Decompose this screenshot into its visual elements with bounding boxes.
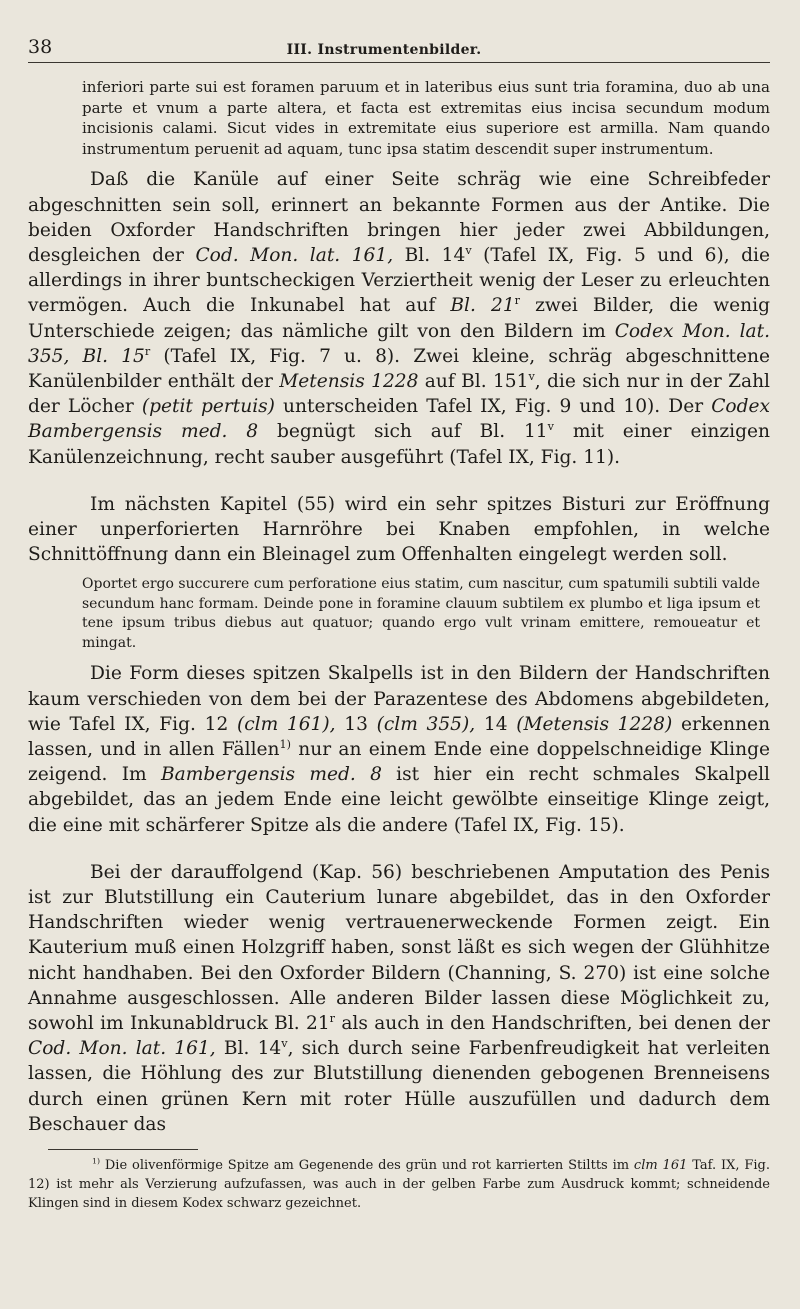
- italic-run: (clm 161),: [236, 713, 336, 735]
- superscript: v: [465, 243, 472, 257]
- text-run: begnügt sich auf Bl. 11: [258, 421, 548, 443]
- text-run: Bl. 14: [393, 244, 466, 266]
- text-run: erkennen lassen, und in allen Fällen: [28, 713, 771, 761]
- text-run: Bl. 14: [215, 1038, 282, 1060]
- text-run: Taf. IX, Fig. 12) ist mehr als Verzierung aufzufassen, was auch in der gelben Farbe zum Ausdruck kommt; schneidende Klingen sind in diesem Kodex schwarz gezeichnet.: [28, 1158, 771, 1212]
- paragraph-kanuele: [28, 167, 770, 469]
- page-header: [28, 18, 770, 63]
- footnote-ref[interactable]: 1): [279, 737, 291, 751]
- italic-run: Bambergensis med. 8: [160, 764, 382, 786]
- text-run: ist hier ein recht schmales Skalpell abgebildet, das an jedem Ende eine leicht gewölbte einseitige Klinge zeigt, die eine mit schärferer Spitze als die andere (Tafel IX, Fig. 15).: [28, 764, 770, 836]
- paragraph-cauterium: [28, 860, 770, 1137]
- italic-run: Bl. 21: [450, 295, 515, 317]
- running-head: III. Instrumentenbilder.: [286, 42, 482, 58]
- footnote: [28, 1156, 770, 1213]
- italic-run: clm 161: [633, 1158, 688, 1174]
- superscript: r: [514, 294, 521, 308]
- text-run: 13: [335, 713, 377, 735]
- italic-run: Cod. Mon. lat. 161,: [28, 1038, 216, 1060]
- footnote-mark: 1): [92, 1156, 101, 1166]
- text-run: Die Form dieses spitzen Skalpells ist in den Bildern der Handschriften kaum verschieden von dem bei der Parazentese des Abdomens abgebildeten, wie Tafel IX, Fig. 12: [28, 663, 770, 735]
- page-number: 38: [28, 36, 53, 58]
- text-run: (Tafel IX, Fig. 7 u. 8). Zwei kleine, schräg abgeschnittene Kanülenbilder enthält der: [28, 345, 770, 392]
- text-run: nur an einem Ende eine doppelschneidige Klinge zeigend. Im: [28, 739, 770, 786]
- italic-run: (petit pertuis): [141, 396, 275, 418]
- superscript: r: [144, 344, 151, 358]
- latin-quote-1: inferiori parte sui est foramen paruum et in lateribus eius sunt tria foramina, duo ab una parte et vnum a parte altera, et facta est extremitas eius incisa secundum modum incisionis calami. Sicut vides in extremitate eius superiore est armilla. Nam quando instrumentum peruenit ad aquam, tunc ipsa statim descendit super instrumentum.: [82, 78, 770, 158]
- italic-run: Codex Mon. lat. 355, Bl. 15: [28, 320, 770, 367]
- latin-quote-2: Oportet ergo succurere cum perforatione eius statim, cum nascitur, cum spatumili subtili valde secundum hanc formam. Deinde pone in foramine clauum subtilem ex plumbo et liga ipsum et tene ipsum tribus diebus aut quatuor; quando ergo vult vrinam emittere, remoueatur et mingat.: [82, 576, 760, 651]
- superscript: v: [281, 1037, 288, 1051]
- italic-run: (Metensis 1228): [516, 713, 673, 735]
- text-run: , sich durch seine Farbenfreudigkeit hat verleiten lassen, die Höhlung des zur Blutstillung dienenden gebogenen Brenneisens durch einen grünen Kern mit roter Hülle auszufüllen und dadurch dem Beschauer das: [28, 1038, 770, 1135]
- text-run: Bei den Oxforder Bildern (Channing, S. 270) ist eine solche Annahme ausgeschlossen. Alle anderen Bilder lassen diese Möglichkeit zu, sowohl im Inkunabldruck Bl. 21: [28, 962, 770, 1035]
- footnote-divider: [48, 1149, 198, 1150]
- italic-run: Codex Bambergensis med. 8: [28, 396, 771, 443]
- text-run: Die olivenförmige Spitze am Gegenende des grün und rot karrierten Stiltts im: [100, 1158, 634, 1174]
- text-run: auf Bl. 151: [418, 371, 529, 392]
- text-run: mit einer einzigen Kanülenzeichnung, recht sauber ausgeführt (Tafel IX, Fig. 11).: [28, 421, 770, 468]
- italic-run: Metensis 1228: [279, 371, 419, 392]
- superscript: v: [547, 420, 554, 434]
- text-run: (Tafel IX, Fig. 5 und 6), die allerdings in ihrer buntscheckigen Verziertheit wenig der Leser zu erleuchten vermögen. Auch die Inkunabel hat auf: [28, 244, 770, 317]
- text-run: als auch in den Handschriften, bei denen der: [335, 1013, 770, 1035]
- text-run: Bei der darauffolgend (Kap. 56) beschriebenen Amputation des Penis ist zur Blutstillung ein Cauterium lunare abgebildet, das in den Oxforder Handschriften wieder wenig vertrauenerweckende Formen zeigt. Ein Kauterium muß einen Holzgriff haben, sonst läßt es sich wegen der Glühhitze nicht handhaben.: [28, 861, 770, 984]
- italic-run: (clm 355),: [376, 713, 476, 735]
- paragraph-bisturi: Im nächsten Kapitel (55) wird ein sehr spitzes Bisturi zur Eröffnung einer unperforierten Harnröhre bei Knaben empfohlen, in welche Schnittöffnung dann ein Bleinagel zum Offenhalten eingelegt werden soll.: [28, 493, 770, 566]
- text-run: 14: [475, 713, 517, 735]
- text-run: Daß die Kanüle auf einer Seite schräg wie eine Schreibfeder abgeschnitten sein soll, erinnert an bekannte Formen aus der Antike. Die beiden Oxforder Handschriften bringen hier jeder zwei Abbildungen, desgleichen der: [28, 169, 770, 266]
- superscript: v: [528, 369, 535, 383]
- text-run: zwei Bilder, die wenig Unterschiede zeigen; das nämliche gilt von den Bildern im: [28, 295, 770, 342]
- text-run: unterscheiden Tafel IX, Fig. 9 und 10). Der: [274, 396, 712, 418]
- italic-run: Cod. Mon. lat. 161,: [195, 244, 394, 266]
- paragraph-skalpell: [28, 661, 770, 837]
- text-run: , die sich nur in der Zahl der Löcher: [28, 371, 770, 418]
- superscript: r: [329, 1011, 336, 1025]
